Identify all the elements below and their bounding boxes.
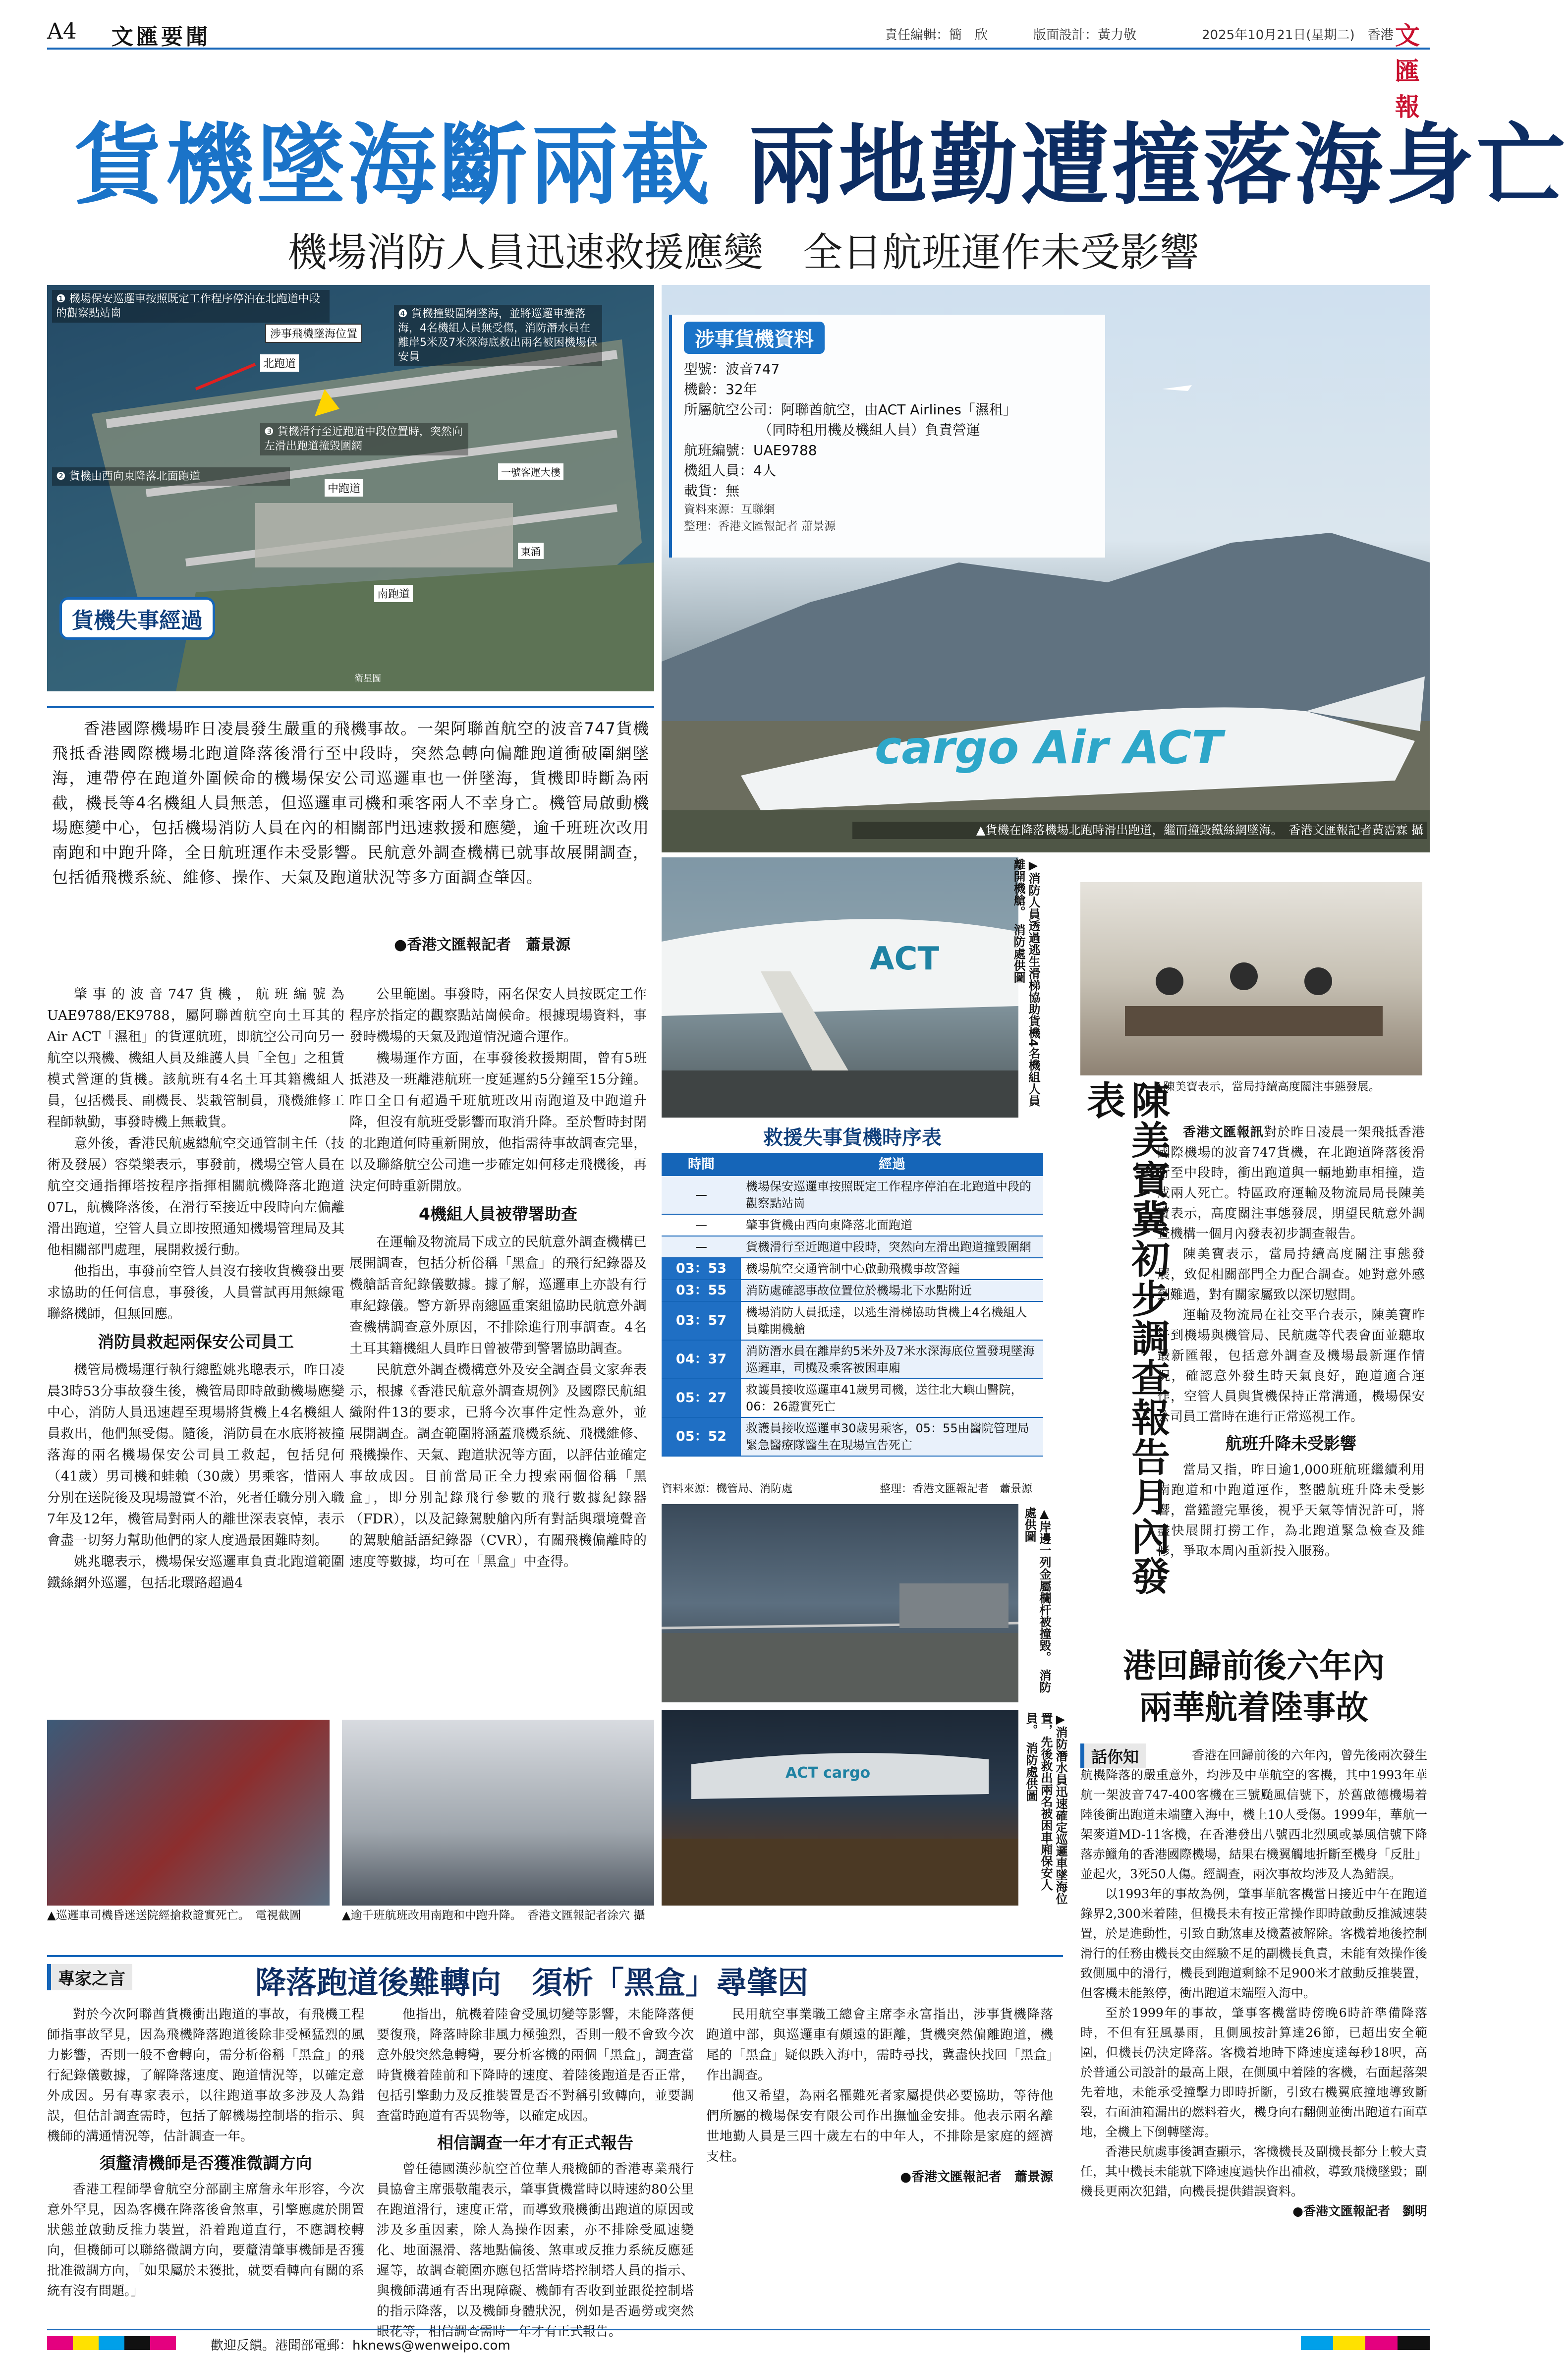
timeline-time: — xyxy=(695,1218,707,1232)
info-row-4: （同時租用機及機組人員）負責營運 xyxy=(758,422,981,438)
editor-credit: 責任編輯：簡 欣 xyxy=(885,28,988,43)
timeline-time: 05：27 xyxy=(662,1379,741,1417)
expert-para-5: 民用航空事業職工總會主席李永富指出，涉事貨機降落跑道中部，與巡邏車有頗遠的距離，貨機突然偏離跑道，機尾的「黑盒」疑似跌入海中，需時尋找，冀盡快找回「黑盒」作出調查。 xyxy=(706,2007,1053,2083)
info-box xyxy=(669,315,1105,558)
footer-feedback: 歡迎反饋。港聞部電郵：hknews@wenweipo.com xyxy=(211,2338,510,2353)
side2-para-2: 以1993年的事故為例，肇事華航客機當日接近中午在跑道錄界2,300米着陸，但機長未有按正常操作即時啟動反推減速裝置，於是進動性，引致自動煞車及機蓋被解除。客機着地後控制滑行的任務由機長交由經驗不足的副機長負責，未能有效操作後致側風中的滑行，機長到跑道剩餘不足900米才啟動反推裝置，但客機未能煞停，衝出跑道末端墮入海中。 xyxy=(1080,1887,1428,2000)
timeline-row xyxy=(662,1379,1043,1417)
side1-para-3: 運輸及物流局在社交平台表示，陳美寶昨午到機場與機管局、民航處等代表會面並聽取最新匯報，包括意外調查及機場最新運作情況，確認意外發生時天氣良好，跑道適合運作，空管人員與貨機保持正常溝通，機場保安公司員工當時在進行正常巡視工作。 xyxy=(1157,1308,1425,1424)
timeline-time: — xyxy=(695,1188,707,1202)
timeline-event: 救護員接收巡邏車30歲男乘客，05：55由醫院管理局緊急醫療隊醫生在現場宣告死亡 xyxy=(746,1421,1029,1452)
escape-livery: ACT xyxy=(870,941,940,977)
side1-byline: 香港文匯報訊 xyxy=(1183,1125,1264,1140)
map-label-north: 北跑道 xyxy=(260,354,299,372)
body-para-1e: 姚兆聰表示，機場保安巡邏車負責北跑道範圍鐵絲網外巡邏，包括北環路超過4 xyxy=(47,1554,344,1591)
timeline-event: 肇事貨機由西向東降落北面跑道 xyxy=(746,1218,912,1232)
night-caption: ▶消防潛水員迅速確定巡邏車墜海位置，先後救出兩名被困車廂保安人員。 消防處供圖 xyxy=(1024,1712,1067,1905)
body-subhead-1: 消防員救起兩保安公司員工 xyxy=(98,1332,294,1351)
body-para-1d: 機管局機場運行執行總監姚兆聰表示，昨日凌晨3時53分事故發生後，機管局即時啟動機場應變中心，消防人員迅速趕至現場將貨機上4名機組人員救出，他們無受傷。隨後，消防員在水底將被撞落海的兩名機場保安公司員工救起，包括兒何（41歲）男司機和蛙賴（30歲）男乘客，惜兩人分別在送院後及現場證實不治，死者任職分別入職7年及12年，機管局對兩人的離世深表哀悼，表示會盡一切努力幫助他們的家人度過最困難時刻。 xyxy=(47,1362,344,1548)
expert-headline: 降落跑道後難轉向 須析「黑盒」尋肇因 xyxy=(255,1965,809,2001)
expert-para-1: 對於今次阿聯酋貨機衝出跑道的事故，有飛機工程師指事故罕見，因為飛機降落跑道後除非受極猛烈的風力影響，否則一般不會轉向，需分析俗稱「黑盒」的飛行紀錄儀數據，了解降落速度、跑道情況等，以確定意外成因。另有專家表示，以往跑道事故多涉及人為錯誤，但估計調查需時，包括了解機場控制塔的指示、與機師的溝通情況等，估計調查一年。 xyxy=(47,2007,364,2144)
info-row-6: 機組人員：4人 xyxy=(684,462,776,479)
side2-headline xyxy=(1080,1645,1427,1729)
timeline-event: 機場航空交通管制中心啟動飛機事故警鐘 xyxy=(746,1262,960,1276)
main-photo-caption: ▲貨機在降落機場北跑時滑出跑道，繼而撞毀鐵絲網墜海。 香港文匯報記者黃霑霖 攝 xyxy=(852,822,1427,839)
timeline-col-time: 時間 xyxy=(688,1157,715,1172)
map-label-site: 涉事飛機墜海位置 xyxy=(265,324,362,343)
side1-column xyxy=(1157,1123,1425,1613)
map-step-2: ❷ 貨機由西向東降落北面跑道 xyxy=(52,467,290,486)
info-row-7: 載貨：無 xyxy=(684,483,740,499)
main-photo-livery: cargo Air ACT xyxy=(875,721,1223,774)
timeline-time: 05：52 xyxy=(662,1417,741,1456)
expert-column-2 xyxy=(377,2005,694,2339)
timeline-time: 04：37 xyxy=(662,1340,741,1379)
timeline-row xyxy=(662,1301,1043,1340)
timeline-time: 03：55 xyxy=(662,1280,741,1301)
body-para-2a: 公里範圍。事發時，兩名保安人員按既定工作程序於指定的觀察點站崗候命。根據現場資料，事發時機場的天氣及跑道情況適合運作。 xyxy=(349,987,647,1045)
escape-caption: ▶消防人員透過逃生滑梯協助貨機4名機組人員離開機艙。 消防處供圖 xyxy=(1011,858,1040,1107)
side1-para-1: 對於昨日凌晨一架飛抵香港國際機場的波音747貨機，在北跑道降落後滑行至中段時，衝出跑道與一輛地勤車相撞，造成兩人死亡。特區政府運輸及物流局局長陳美寶表示，高度關注事態發展，期望民航意外調查機構一個月內發表初步調查報告。 xyxy=(1157,1125,1425,1241)
lead-byline: ●香港文匯報記者 蕭景源 xyxy=(394,936,571,954)
body-para-1c: 他指出，事發前空管人員沒有接收貨機發出要求協助的任何信息，事發後，人員嘗試再用無線電聯絡機師，但無回應。 xyxy=(47,1264,344,1322)
meeting-photo xyxy=(1080,882,1422,1075)
terminal-caption: ▲逾千班航班改用南跑和中跑升降。 香港文匯報記者涂穴 攝 xyxy=(342,1909,645,1922)
main-headline xyxy=(74,94,1568,223)
map-title: 貨機失事經過 xyxy=(59,597,215,640)
map-label-mid: 中跑道 xyxy=(325,479,363,497)
side1-para-4: 當局又指，昨日逾1,000班航班繼續利用南跑道和中跑道運作，整體航班升降未受影響，當鑑證完畢後，視乎天氣等情況許可，將盡快展開打撈工作，為北跑道緊急檢查及維修，爭取本周內重新投入服務。 xyxy=(1157,1462,1425,1559)
expert-tag: 專家之言 xyxy=(47,1964,132,1990)
map-step-3: ❸ 貨機滑行至近跑道中段位置時，突然向左滑出跑道撞毀圍網 xyxy=(260,423,468,455)
stretcher-caption: ▲巡邏車司機昏迷送院經搶救證實死亡。 電視截圖 xyxy=(47,1909,301,1922)
side1-subhead: 航班升降未受影響 xyxy=(1226,1434,1356,1453)
timeline-event: 消防處確認事故位置位於機場北下水點附近 xyxy=(746,1284,972,1297)
info-row-3: 所屬航空公司：阿聯酋航空，由ACT Airlines「濕租」 xyxy=(684,401,1017,418)
fence-caption: ▲岸邊一列金屬欄杆被撞毀。 消防處供圖 xyxy=(1022,1507,1051,1693)
expert-subhead-1: 須釐清機師是否獲准微調方向 xyxy=(99,2153,312,2173)
expert-subhead-2: 相信調查一年才有正式報告 xyxy=(437,2133,633,2152)
timeline-row xyxy=(662,1417,1043,1456)
body-para-2c: 在運輸及物流局下成立的民航意外調查機構已展開調查，包括分析俗稱「黑盒」的飛行紀錄器及機艙話音紀錄儀數據。據了解，巡邏車上亦設有行車紀錄儀。警方新界南總區重案組協助民航意外調查機構調查意外原因，不排除進行刑事調查。4名土耳其籍機組人員昨日曾被帶到警署協助調查。 xyxy=(349,1235,647,1356)
info-box-title: 涉事貨機資料 xyxy=(684,322,825,354)
stretcher-photo xyxy=(47,1720,330,1906)
timeline-time: 03：57 xyxy=(662,1301,741,1340)
map-label-t1: 一號客運大樓 xyxy=(498,463,563,480)
map-step-4: ❹ 貨機撞毀圍網墜海，並將巡邏車撞落海，4名機組人員無受傷，消防潛水員在離岸5米及7米深海底救出兩名被困機場保安員 xyxy=(394,305,602,366)
escape-slide-photo xyxy=(662,857,1018,1118)
timeline-source: 資料來源：機管局、消防處 xyxy=(662,1483,793,1495)
timeline-event: 消防潛水員在離岸約5米外及7米水深海底位置發現墜海巡邏車，司機及乘客被困車廂 xyxy=(746,1344,1035,1375)
timeline-title: 救援失事貨機時序表 xyxy=(763,1126,942,1149)
lead-text: 香港國際機場昨日凌晨發生嚴重的飛機事故。一架阿聯酋航空的波音747貨機飛抵香港國際機場北跑道降落後滑行至中段時，突然急轉向偏離跑道衝破圍網墜海，連帶停在跑道外圍候命的機場保安公司巡邏車也一併墜海，貨機即時斷為兩截，機長等4名機組人員無恙，但巡邏車司機和乘客兩人不幸身亡。機管局啟動機場應變中心，包括機場消防人員在內的相關部門迅速救援和應變，逾千班班次改用南跑和中跑升降，全日航班運作未受影響。民航意外調查機構已就事故展開調查，包括循飛機系統、維修、操作、天氣及跑道狀況等多方面調查肇因。 xyxy=(52,719,649,887)
terminal-photo xyxy=(342,1720,654,1906)
timeline-row xyxy=(662,1214,1043,1236)
timeline-event: 機場保安巡邏車按照既定工作程序停泊在北跑道中段的觀察點站崗 xyxy=(746,1180,1031,1210)
meeting-caption: ▲陳美寶表示，當局持續高度關注事態發展。 xyxy=(1155,1080,1380,1093)
body-subhead-2: 4機組人員被帶署助查 xyxy=(419,1204,577,1224)
body-column-1 xyxy=(47,984,344,1717)
timeline-row xyxy=(662,1176,1043,1214)
side2-para-3: 至於1999年的事故，肇事客機當時傍晚6時許準備降落時，不但有狂風暴雨，且側風按計算達26節，已超出安全範圍，但機長仍決定降落。客機着地時下降速度達每秒18呎，高於普通公司設計的最高上限，在側風中着陸的客機，右面起落架先着地，未能承受撞擊力即時折斷，引致右機翼底撞地導致斷裂，右面油箱漏出的燃料着火，機身向右翻側並衝出跑道右面草地，全機上下倒轉墜海。 xyxy=(1080,2006,1428,2139)
timeline-row xyxy=(662,1280,1043,1301)
expert-para-3: 他指出，航機着陸會受風切變等影響，未能降落便要復飛，降落時除非風力極強烈，否則一般不會致今次意外般突然急轉彎，要分析客機的兩個「黑盒」，調查當時貨機着陸前和下降時的速度、着陸後跑道是否正常，包括引擎動力及反推裝置是否不對稱引致轉向，並要調查當時跑道有否異物等，以確定成因。 xyxy=(377,2007,694,2124)
map-label-south: 南跑道 xyxy=(374,585,413,602)
timeline-table xyxy=(662,1153,1043,1457)
body-para-2b: 機場運作方面，在事發後救援期間，曾有5班抵港及一班離港航班一度延遲約5分鐘至15分鐘。昨日全日有超過千班航班改用南跑道及中跑道升降，但沒有航班受影響而取消升降。至於暫時封閉的北跑道何時重新開放，他指需待事故調查完畢，以及聯絡航空公司進一步確定如何移走飛機後，再決定何時重新開放。 xyxy=(349,1051,647,1194)
lead-box xyxy=(47,706,654,966)
side2-byline: ●香港文匯報記者 劉明 xyxy=(1292,2204,1427,2218)
side2-para-1: 香港在回歸前後的六年內，曾先後兩次發生航機降落的嚴重意外，均涉及中華航空的客機，其中1993年華航一架波音747-400客機在三號颱風信號下，於舊啟德機場着陸後衝出跑道未端墮入海中，機上10人受傷。1999年，華航一架麥道MD-11客機，在香港發出八號西北烈風或暴風信號下降落赤鱲角的香港國際機場，結果右機翼觸地折斷至機身「反肚」並起火，3死50人傷。經調查，兩次事故均涉及人為錯誤。 xyxy=(1080,1748,1428,1881)
fence-photo xyxy=(662,1504,1018,1702)
timeline-row xyxy=(662,1340,1043,1379)
color-bar-right xyxy=(1301,2336,1430,2350)
night-livery: ACT cargo xyxy=(785,1764,871,1782)
side2-tag: 話你知 xyxy=(1080,1743,1146,1768)
headline-part1: 貨機墜海斷兩截 xyxy=(74,113,713,217)
side2-para-4: 香港民航處事後調查顯示，客機機長及副機長都分上較大責任，其中機長未能就下降速度過快作出補救，導致飛機墜毀；副機長更兩次犯錯，向機長提供錯誤資料。 xyxy=(1080,2144,1428,2198)
sub-headline: 機場消防人員迅速救援應變 全日航班運作未受影響 xyxy=(287,229,1199,276)
expert-para-4: 曾任德國漢莎航空首位華人飛機師的香港專業飛行員協會主席張敬龍表示，肇事貨機當時以時速約80公里在跑道滑行，速度正常，而導致飛機衝出跑道的原因或涉及多重因素，除人為操作因素，亦不排除受風速變化、地面濕滑、落地點偏後、煞車或反推力系統反應延遲等，故調查範圍亦應包括當時塔控制塔人員的指示、與機師溝通有否出現障礙、機師有否收到並跟從控制塔的指示降落，以及機師身體狀況，例如是否過勞或突然眼花等，相信調查需時一年才有正式報告。 xyxy=(377,2162,694,2339)
expert-column-3 xyxy=(706,2005,1053,2312)
page-footer xyxy=(47,2329,1430,2354)
info-source: 資料來源：互聯網 xyxy=(684,503,775,516)
body-para-2d: 民航意外調查機構意外及安全調查員文家奔表示，根據《香港民航意外調查規例》及國際民航組織附件13的要求，已將今次事件定性為意外，並展開調查。調查範圍將涵蓋飛機系統、飛機維修、飛機操作、天氣、跑道狀況等方面，以評估並確定事故成因。目前當局正全力搜索兩個俗稱「黑盒」，即分別記錄飛行參數的飛行數據紀錄器（FDR），以及記錄駕駛艙內所有對話與環境聲音的駕駛艙話語紀錄器（CVR），有關飛機偏離時的速度等數據，均可在「黑盒」中查得。 xyxy=(349,1362,647,1570)
expert-column-1 xyxy=(47,2005,364,2312)
info-organizer: 整理：香港文匯報記者 蕭景源 xyxy=(684,520,836,533)
section-name: 文匯要聞 xyxy=(112,24,211,50)
headline-part2: 兩地勤遭撞落海身亡 xyxy=(747,113,1568,217)
map-source: 衛星圖 xyxy=(354,674,381,684)
page-header xyxy=(47,15,1430,121)
timeline-row xyxy=(662,1236,1043,1258)
page-number: A4 xyxy=(47,19,77,44)
color-bar-left xyxy=(47,2336,176,2350)
body-para-1a: 肇事的波音747貨機，航班編號為UAE9788/EK9788，屬阿聯酋航空向土耳其的Air ACT「濕租」的貨運航班，即航空公司向另一航空以飛機、機組人員及維護人員「全包」之租賃模式營運的貨機。該航班有4名土耳其籍機組人員，包括機長、副機長、裝載管制員，飛機維修工程師執勤，事發時機上無載貨。 xyxy=(47,987,344,1130)
date-line: 2025年10月21日(星期二) 香港 xyxy=(1202,28,1394,43)
side2-column xyxy=(1080,1745,1427,2303)
timeline-event: 機場消防人員抵達，以逃生滑梯協助貨機上4名機組人員離開機艙 xyxy=(746,1305,1027,1336)
masthead-logo: 文匯報 xyxy=(1395,21,1420,121)
side1-headline: 陳美寶冀初步調查報告月內發表 xyxy=(1080,1080,1170,1596)
info-row-5: 航班編號：UAE9788 xyxy=(684,442,817,458)
expert-para-6: 他又希望，為兩名罹難死者家屬提供必要協助，等待他們所屬的機場保安有限公司作出撫恤金安排。他表示兩名離世地勤人員是三四十歲左右的中年人，不排除是家庭的經濟支柱。 xyxy=(706,2088,1053,2164)
timeline-box xyxy=(662,1123,1043,1499)
timeline-event: 救護員接收巡邏車41歲男司機，送往北大嶼山醫院，06：26證實死亡 xyxy=(746,1383,1023,1413)
info-row-2: 機齡：32年 xyxy=(684,381,757,397)
timeline-organizer: 整理：香港文匯報記者 蕭景源 xyxy=(880,1483,1033,1495)
satellite-map xyxy=(47,285,654,691)
map-label-lantau: 東涌 xyxy=(518,543,544,559)
side2-headline-2: 兩華航着陸事故 xyxy=(1139,1688,1368,1727)
timeline-row xyxy=(662,1258,1043,1280)
timeline-time: — xyxy=(695,1240,707,1254)
designer-credit: 版面設計：黃力敬 xyxy=(1033,28,1137,43)
expert-para-2: 香港工程師學會航空分部副主席詹永年形容，今次意外罕見，因為客機在降落後會煞車，引擎應處於開置狀態並啟動反推力裝置，沿着跑道直行，不應調校轉向，但機師可以聯絡微調方向，要釐清肇事機師是否獲批准微調方向，「如果屬於未獲批，就要看轉向有關的系統有沒有問題。」 xyxy=(47,2182,364,2299)
timeline-event: 貨機滑行至近跑道中段時，突然向左滑出跑道撞毀圍網 xyxy=(746,1240,1031,1254)
body-para-1b: 意外後，香港民航處總航空交通管制主任（技術及發展）容榮樂表示，事發前，機場空管人員在航空交通指揮塔按程序指揮相關航機降落北跑道07L，航機降落後，在滑行至接近中段時向左偏離滑出跑道，空管人員立即按照通知機場管理局及其他相關部門處理，展開救援行動。 xyxy=(47,1136,344,1258)
night-rescue-photo xyxy=(662,1710,1018,1906)
expert-byline: ●香港文匯報記者 蕭景源 xyxy=(900,2170,1053,2185)
side2-headline-1: 港回歸前後六年內 xyxy=(1123,1647,1385,1685)
side1-para-2: 陳美寶表示，當局持續高度關注事態發展，致促相關部門全力配合調查。她對意外感到難過，對有關家屬致以深切慰問。 xyxy=(1157,1247,1425,1302)
timeline-time: 03：53 xyxy=(662,1258,741,1280)
body-column-2 xyxy=(349,984,647,1717)
map-step-1: ❶ 機場保安巡邏車按照既定工作程序停泊在北跑道中段的觀察點站崗 xyxy=(52,290,330,323)
info-row-1: 型號：波音747 xyxy=(684,361,780,377)
timeline-col-event: 經過 xyxy=(879,1157,905,1172)
